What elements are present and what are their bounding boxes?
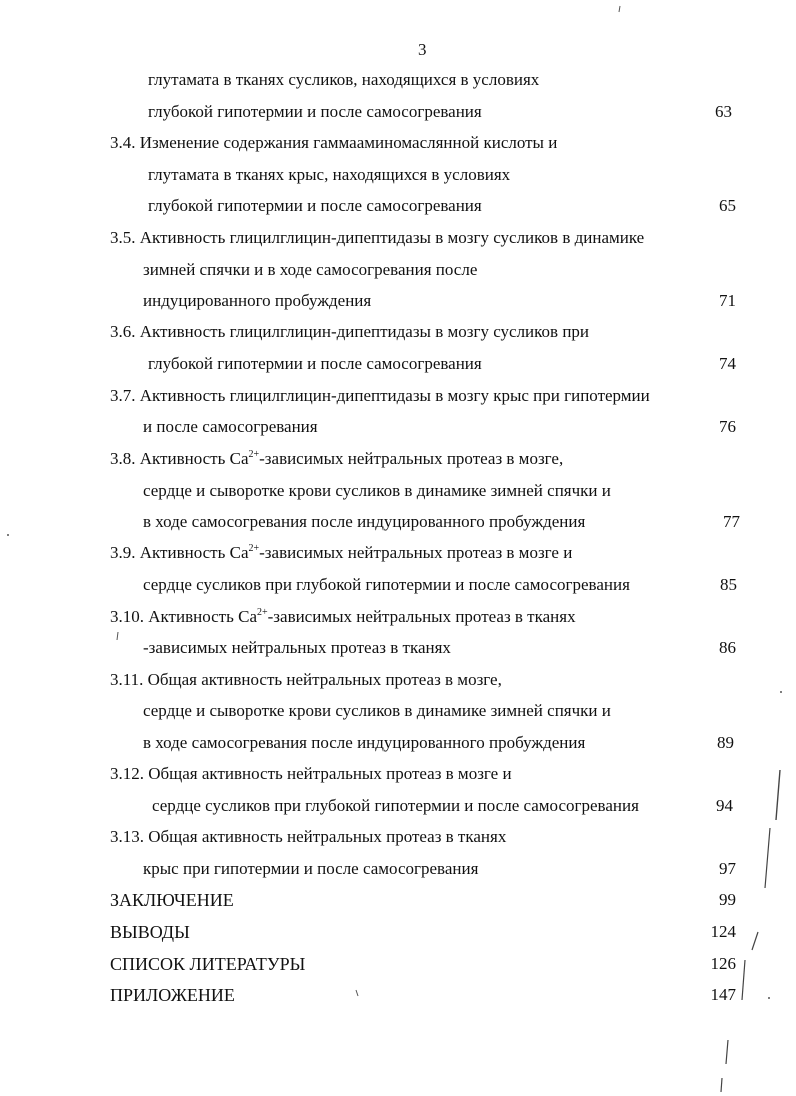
toc-page-number: 76 — [719, 417, 736, 436]
toc-page-number: 99 — [719, 890, 736, 909]
toc-line: 3.7. Активность глицилглицин-дипептидазы в мозгу крыс при гипотермии — [110, 386, 650, 405]
scan-mark — [776, 770, 780, 820]
toc-line: 3.13. Общая активность нейтральных протеаз в тканях — [110, 827, 507, 846]
toc-page-number: 77 — [723, 512, 740, 531]
toc-page-number: 63 — [715, 102, 732, 121]
superscript: 2+ — [248, 449, 260, 460]
toc-line-end: -зависимых нейтральных протеаз в мозге, — [259, 449, 564, 468]
scan-mark — [726, 1040, 728, 1064]
toc-page-number: 71 — [719, 291, 736, 310]
toc-line: глутамата в тканях сусликов, находящихся в условиях — [148, 70, 540, 89]
superscript: 2+ — [257, 607, 268, 618]
toc-line: глубокой гипотермии и после самосогревания — [148, 102, 482, 121]
toc-line-start: 3.9. Активность Ca — [110, 543, 249, 562]
scan-mark — [721, 1078, 722, 1092]
toc-line: сердце сусликов при глубокой гипотермии и после самосогревания — [152, 796, 639, 815]
scan-mark — [765, 828, 770, 888]
toc-section-title: ВЫВОДЫ — [110, 922, 190, 942]
scan-mark — [356, 990, 358, 996]
toc-line: -зависимых нейтральных протеаз в тканях — [143, 638, 451, 657]
toc-page-number: 94 — [716, 796, 733, 815]
toc-page-number: 86 — [719, 638, 736, 657]
scan-mark — [619, 6, 620, 12]
toc-page-number: 85 — [720, 575, 737, 594]
toc-line: 3.5. Активность глицилглицин-дипептидазы в мозгу сусликов в динамике — [110, 228, 645, 247]
toc-line: зимней спячки и в ходе самосогревания после — [143, 260, 478, 279]
toc-page-number: 89 — [717, 733, 734, 752]
toc-page-number: 97 — [719, 859, 736, 878]
toc-line: 3.6. Активность глицилглицин-дипептидазы в мозгу сусликов при — [110, 322, 590, 341]
superscript: 2+ — [248, 543, 260, 554]
toc-line: в ходе самосогревания после индуцированного пробуждения — [143, 733, 586, 752]
toc-line: крыс при гипотермии и после самосогревания — [143, 859, 479, 878]
toc-line: глутамата в тканях крыс, находящихся в условиях — [148, 165, 511, 184]
toc-line-start: 3.10. Активность Ca — [110, 607, 257, 626]
toc-line: в ходе самосогревания после индуцированного пробуждения — [143, 512, 586, 531]
toc-page-number: 74 — [719, 354, 736, 373]
toc-section-title: ЗАКЛЮЧЕНИЕ — [110, 890, 234, 910]
toc-page-number: 65 — [719, 196, 736, 215]
toc-section-title: СПИСОК ЛИТЕРАТУРЫ — [110, 954, 306, 974]
toc-line: 3.12. Общая активность нейтральных протеаз в мозге и — [110, 764, 512, 783]
toc-line-start: 3.8. Активность Ca — [110, 449, 249, 468]
toc-page-number: 126 — [710, 954, 736, 973]
toc-line: 3.11. Общая активность нейтральных протеаз в мозге, — [110, 670, 502, 689]
toc-line: глубокой гипотермии и после самосогревания — [148, 354, 482, 373]
scan-mark — [768, 997, 770, 999]
toc-line: глубокой гипотермии и после самосогревания — [148, 196, 482, 215]
toc-page-number: 124 — [710, 922, 736, 941]
toc-line: 3.4. Изменение содержания гаммааминомаслянной кислоты и — [110, 133, 558, 152]
scan-mark — [752, 932, 758, 950]
toc-line: сердце и сыворотке крови сусликов в динамике зимней спячки и — [143, 481, 611, 500]
toc-line-end: -зависимых нейтральных протеаз в мозге и — [259, 543, 573, 562]
scan-mark — [117, 632, 118, 640]
scan-mark — [742, 960, 745, 1000]
scan-mark — [780, 691, 782, 693]
scan-mark — [7, 534, 9, 536]
toc-line: сердце и сыворотке крови сусликов в динамике зимней спячки и — [143, 701, 611, 720]
toc-page-number: 147 — [710, 985, 736, 1004]
toc-line: сердце сусликов при глубокой гипотермии и после самосогревания — [143, 575, 630, 594]
toc-section-title: ПРИЛОЖЕНИЕ — [110, 985, 235, 1005]
toc-line: и после самосогревания — [143, 417, 318, 436]
toc-line: индуцированного пробуждения — [143, 291, 372, 310]
toc-line-end: -зависимых нейтральных протеаз в тканях — [267, 607, 576, 626]
page-number: 3 — [418, 40, 427, 59]
